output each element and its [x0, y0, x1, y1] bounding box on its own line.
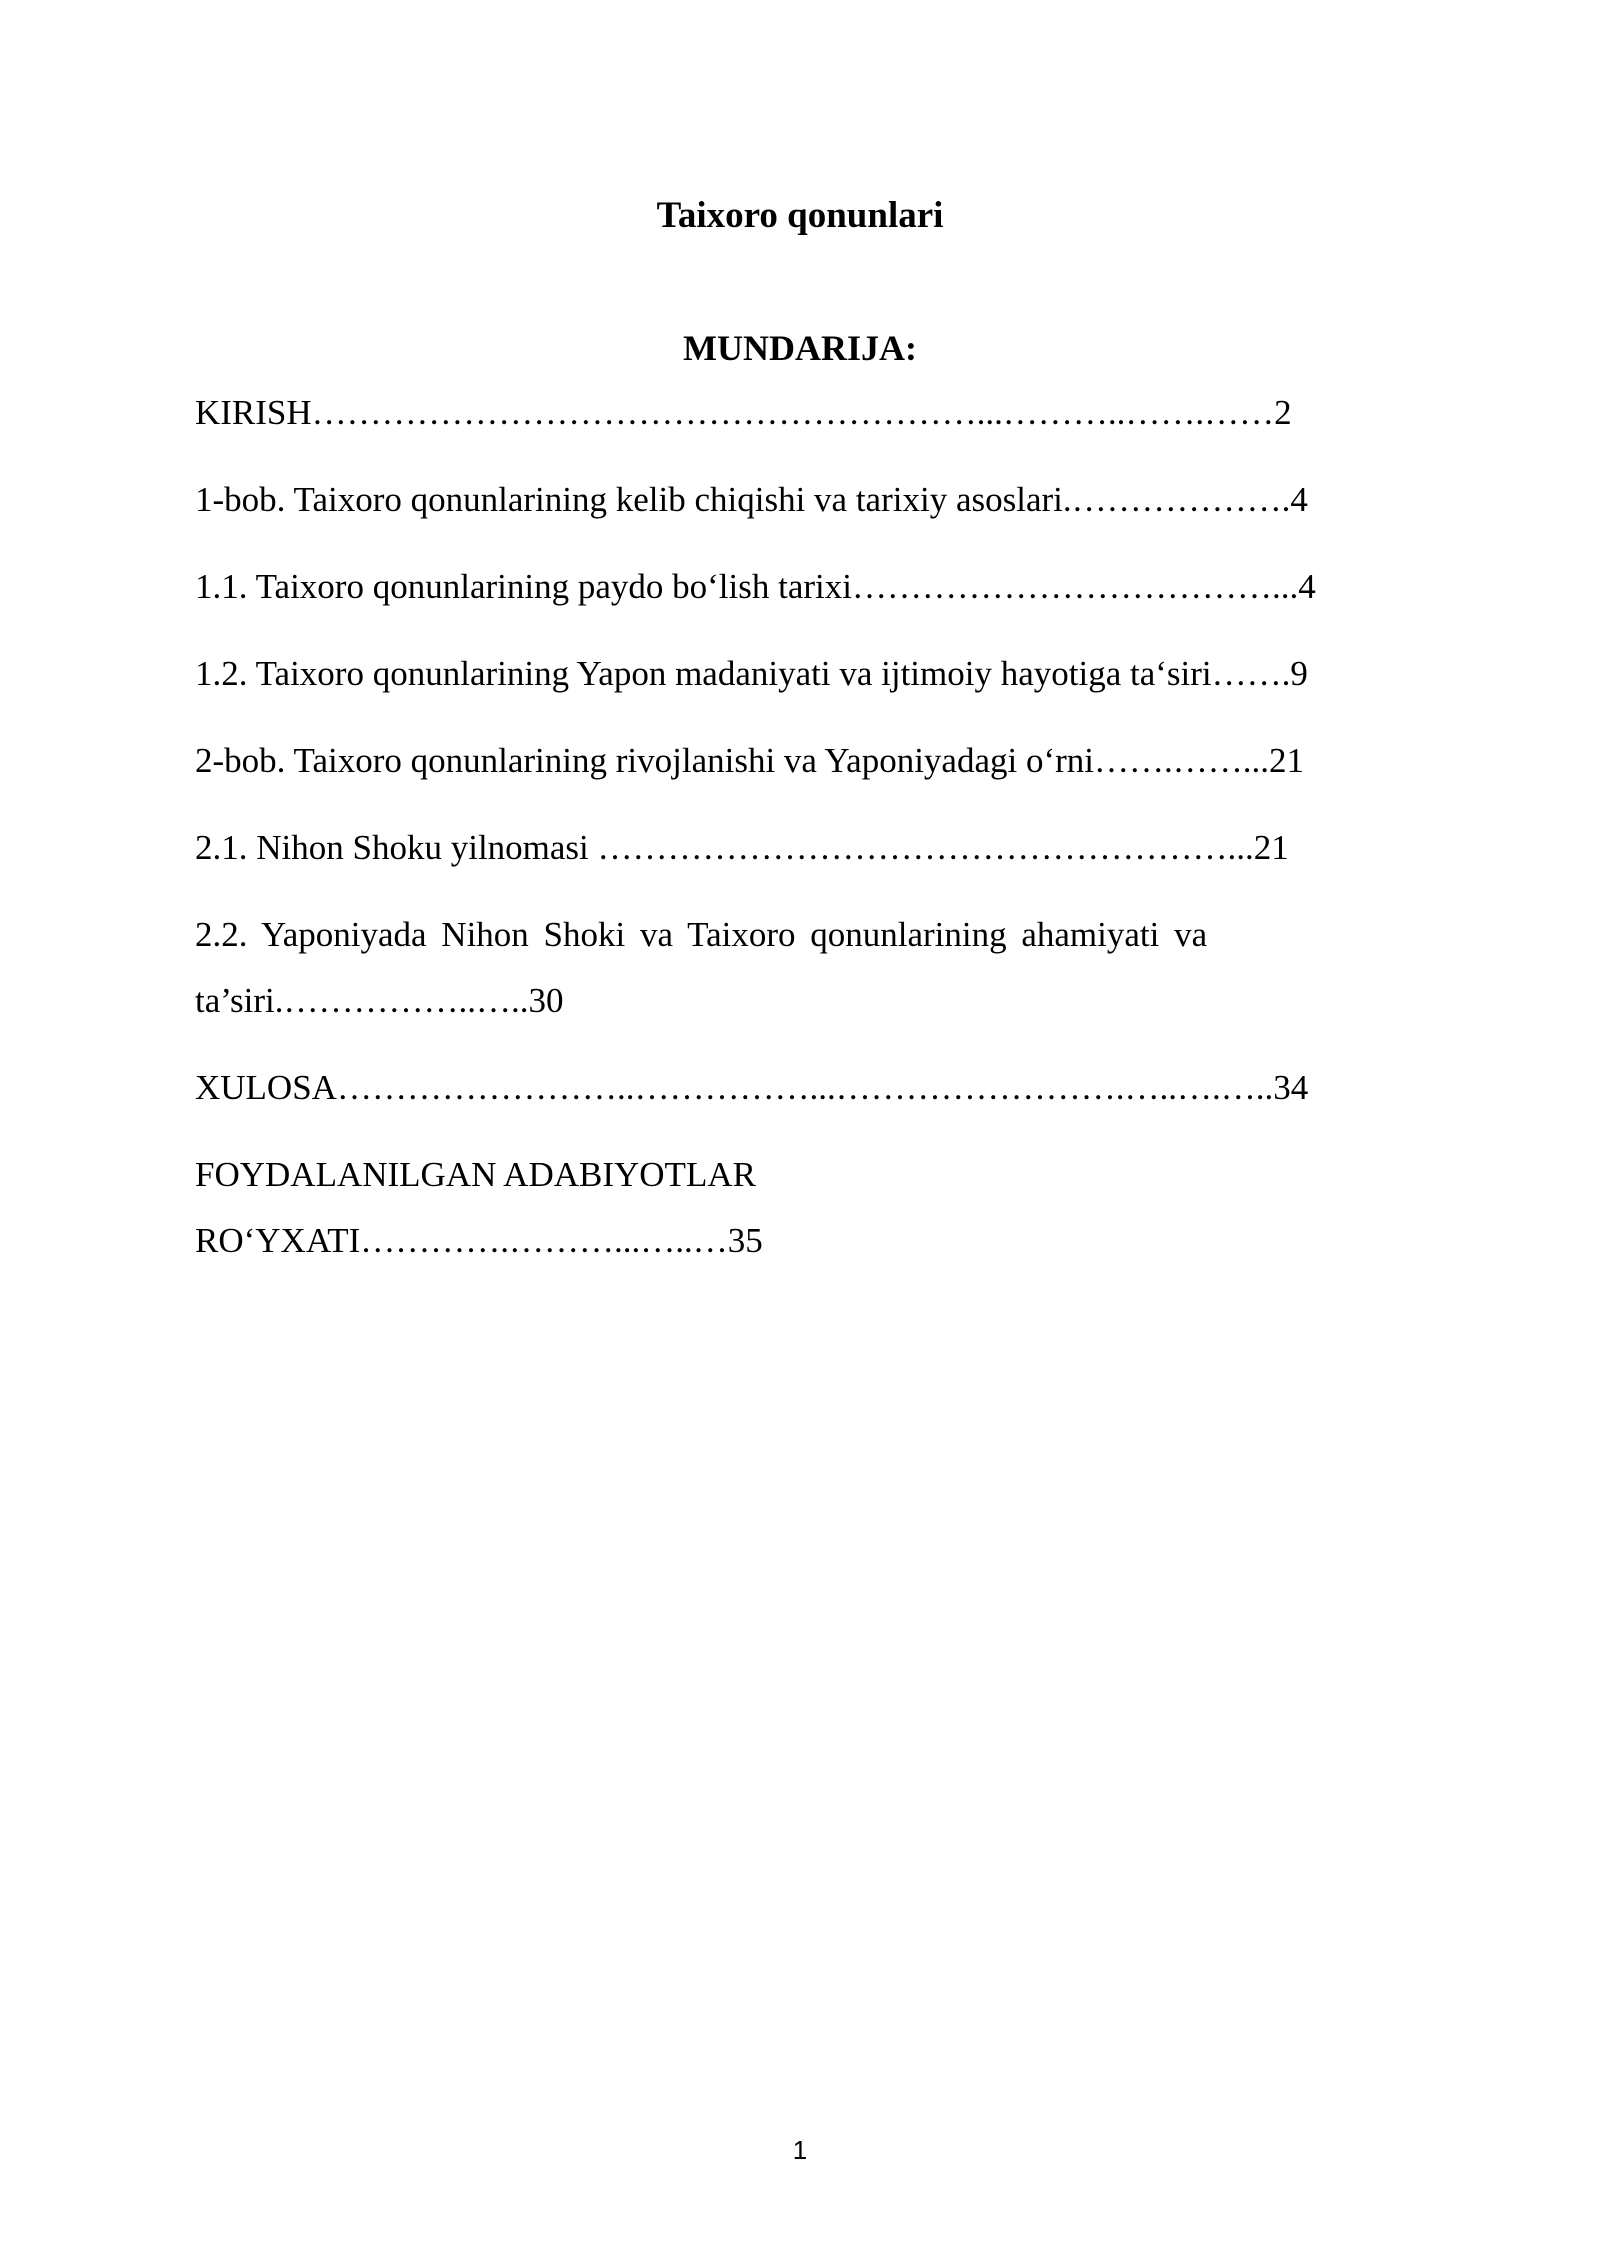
toc-entry-section-1-2: 1.2. Taixoro qonunlarining Yapon madaniyati va ijtimoiy hayotiga ta‘siri…….9	[195, 654, 1308, 693]
toc-entry-section-2-2-line-1: 2.2. Yaponiyada Nihon Shoki va Taixoro qonunlarining ahamiyati va	[195, 915, 1208, 954]
toc-entry-section-1-1: 1.1. Taixoro qonunlarining paydo bo‘lish tarixi………………………………...4	[195, 567, 1316, 606]
toc-entry-section-2-1: 2.1. Nihon Shoku yilnomasi ………………………………………………...21	[195, 828, 1289, 867]
toc-entry-chapter-2: 2-bob. Taixoro qonunlarining rivojlanishi va Yaponiyadagi o‘rni…….……...21	[195, 741, 1305, 780]
toc-entry-section-2-2-line-2: ta’siri.……………..…..30	[195, 981, 564, 1020]
toc-entry-introduction: KIRISH…………………………………………………...………..…….……2	[195, 393, 1292, 432]
document-title: Taixoro qonunlari	[656, 195, 944, 236]
toc-entry-conclusion: XULOSA……………………..……………...…………………….…..….…..34	[195, 1068, 1309, 1107]
page-number: 1	[792, 2135, 808, 2165]
toc-entry-references-line-1: FOYDALANILGAN ADABIYOTLAR	[195, 1155, 756, 1194]
toc-entry-references-line-2: RO‘YXATI………….………...…..…35	[195, 1221, 763, 1260]
toc-entry-chapter-1: 1-bob. Taixoro qonunlarining kelib chiqishi va tarixiy asoslari.……………….4	[195, 480, 1308, 519]
toc-heading: MUNDARIJA:	[683, 328, 917, 368]
